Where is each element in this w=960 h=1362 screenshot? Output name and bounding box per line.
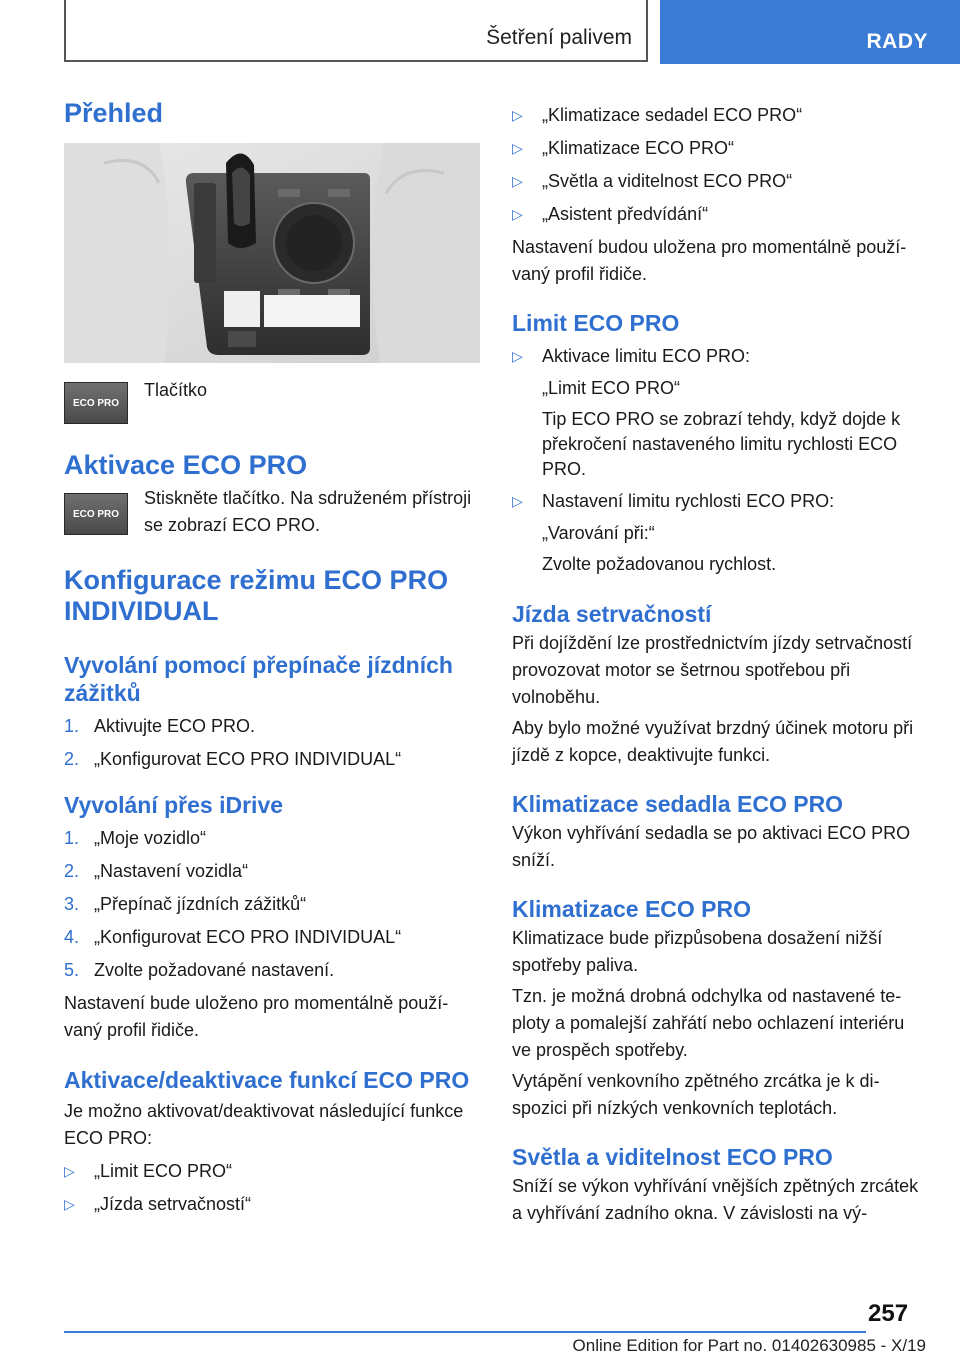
limit-list-2 [512, 488, 924, 515]
functions-heading: Aktivace/deaktivace funkcí ECO PRO [64, 1067, 470, 1093]
triangle-bullet-icon: ▷ [512, 348, 523, 364]
config-heading: Konfigurace režimu ECO PRO INDIVIDUAL [64, 565, 449, 626]
coast-text-2: Aby bylo možné využívat brzdný účinek motoru při jízdě z kopce, deaktivujte funkci. [512, 718, 914, 765]
eco-button-caption-row [64, 377, 480, 424]
gear-selector-photo [64, 143, 480, 363]
header-frame [64, 0, 648, 62]
page-header [64, 0, 960, 64]
activation-row [64, 485, 480, 539]
switch-steps-list [64, 713, 480, 773]
activation-text: Stiskněte tlačítko. Na sdruženém přístroji se zobrazí ECO PRO. [144, 488, 472, 535]
limit-list [512, 343, 924, 370]
climate-text-2: Tzn. je možná drobná odchylka od nastavené teploty a pomalejší zahřátí nebo ochlazení interiéru ve prospěch spotřeby. [512, 986, 905, 1060]
functions-list-continued [512, 102, 924, 228]
triangle-bullet-icon: ▷ [512, 107, 523, 123]
seat-heading: Klimatizace sedadla ECO PRO [512, 791, 844, 817]
eco-pro-button-label: ECO PRO [72, 508, 120, 520]
eco-pro-button-label: ECO PRO [72, 397, 120, 409]
climate-text-3: Vytápění venkovního zpětného zrcátka je k dispozici při nízkých venkovních teplotách. [512, 1071, 880, 1118]
switch-heading: Vyvolání pomocí přepínače jízdních zážitků [64, 652, 453, 706]
list-item: 2. „Nastavení vozidla“ [64, 861, 249, 881]
header-chapter-label: RADY [866, 30, 928, 53]
coast-text-1: Při dojíždění lze prostřednictvím jízdy setrvačností provozovat motor se šetrnou spotřebou při volnoběhu. [512, 633, 913, 707]
list-item: 5. Zvolte požadované nastavení. [64, 960, 335, 980]
list-item: ▷ „Jízda setrvačností“ [64, 1191, 480, 1218]
overview-heading: Přehled [64, 98, 164, 128]
idrive-note: Nastavení bude uloženo pro momentálně používaný profil řidiče. [64, 993, 449, 1040]
idrive-heading: Vyvolání přes iDrive [64, 792, 284, 818]
idrive-steps-list [64, 825, 480, 984]
list-item: 3. „Přepínač jízdních zážitků“ [64, 894, 307, 914]
limit-menu-1: „Limit ECO PRO“ [542, 378, 681, 398]
limit-speed-text: Zvolte požadovanou rychlost. [542, 554, 777, 574]
triangle-bullet-icon: ▷ [512, 173, 523, 189]
limit-heading: Limit ECO PRO [512, 310, 680, 336]
footer-divider [64, 1331, 866, 1333]
triangle-bullet-icon: ▷ [64, 1196, 75, 1212]
list-item: ▷ „Asistent předvídání“ [512, 201, 924, 228]
list-item: ▷ Aktivace limitu ECO PRO: [512, 343, 924, 370]
list-item: 1. Aktivujte ECO PRO. [64, 716, 256, 736]
header-section-title: Šetření palivem [486, 26, 632, 49]
functions-list [64, 1158, 480, 1218]
list-item: 2. „Konfigurovat ECO PRO INDIVIDUAL“ [64, 749, 402, 769]
button-caption: Tlačítko [144, 380, 208, 400]
page-number: 257 [868, 1300, 909, 1327]
climate-text-1: Klimatizace bude přizpůsobena dosažení nižší spotřeby paliva. [512, 928, 883, 975]
coast-heading: Jízda setrvačností [512, 601, 712, 627]
limit-tip: Tip ECO PRO se zobrazí tehdy, když dojde k překročení nastaveného limitu rychlosti ECO PRO. [542, 409, 901, 479]
activation-heading: Aktivace ECO PRO [64, 450, 308, 480]
lights-heading: Světla a viditelnost ECO PRO [512, 1144, 833, 1170]
functions-note: Nastavení budou uložena pro momentálně používaný profil řidiče. [512, 237, 907, 284]
triangle-bullet-icon: ▷ [512, 493, 523, 509]
triangle-bullet-icon: ▷ [512, 206, 523, 222]
list-item: ▷ „Klimatizace ECO PRO“ [512, 135, 924, 162]
eco-pro-button-icon [64, 493, 128, 535]
functions-intro: Je možno aktivovat/deaktivovat následující funkce ECO PRO: [64, 1101, 464, 1148]
list-item: ▷ „Limit ECO PRO“ [64, 1158, 480, 1185]
triangle-bullet-icon: ▷ [64, 1163, 75, 1179]
limit-menu-2: „Varování při:“ [542, 523, 655, 543]
header-chapter-tab [660, 0, 960, 64]
list-item: ▷ „Světla a viditelnost ECO PRO“ [512, 168, 924, 195]
list-item: 1. „Moje vozidlo“ [64, 828, 207, 848]
list-item: ▷ „Klimatizace sedadel ECO PRO“ [512, 102, 924, 129]
left-column [64, 98, 480, 1218]
list-item: 4. „Konfigurovat ECO PRO INDIVIDUAL“ [64, 927, 402, 947]
list-item: ▷ Nastavení limitu rychlosti ECO PRO: [512, 488, 924, 515]
climate-heading: Klimatizace ECO PRO [512, 896, 752, 922]
seat-text: Výkon vyhřívání sedadla se po aktivaci ECO PRO sníží. [512, 823, 911, 870]
edition-footer: Online Edition for Part no. 01402630985 - X/19 [572, 1336, 926, 1355]
lights-text: Sníží se výkon vyhřívání vnějších zpětných zrcátek a vyhřívání zadního okna. V závislosti na vý- [512, 1176, 919, 1223]
triangle-bullet-icon: ▷ [512, 140, 523, 156]
eco-pro-button-icon [64, 382, 128, 424]
right-column [512, 98, 924, 1227]
